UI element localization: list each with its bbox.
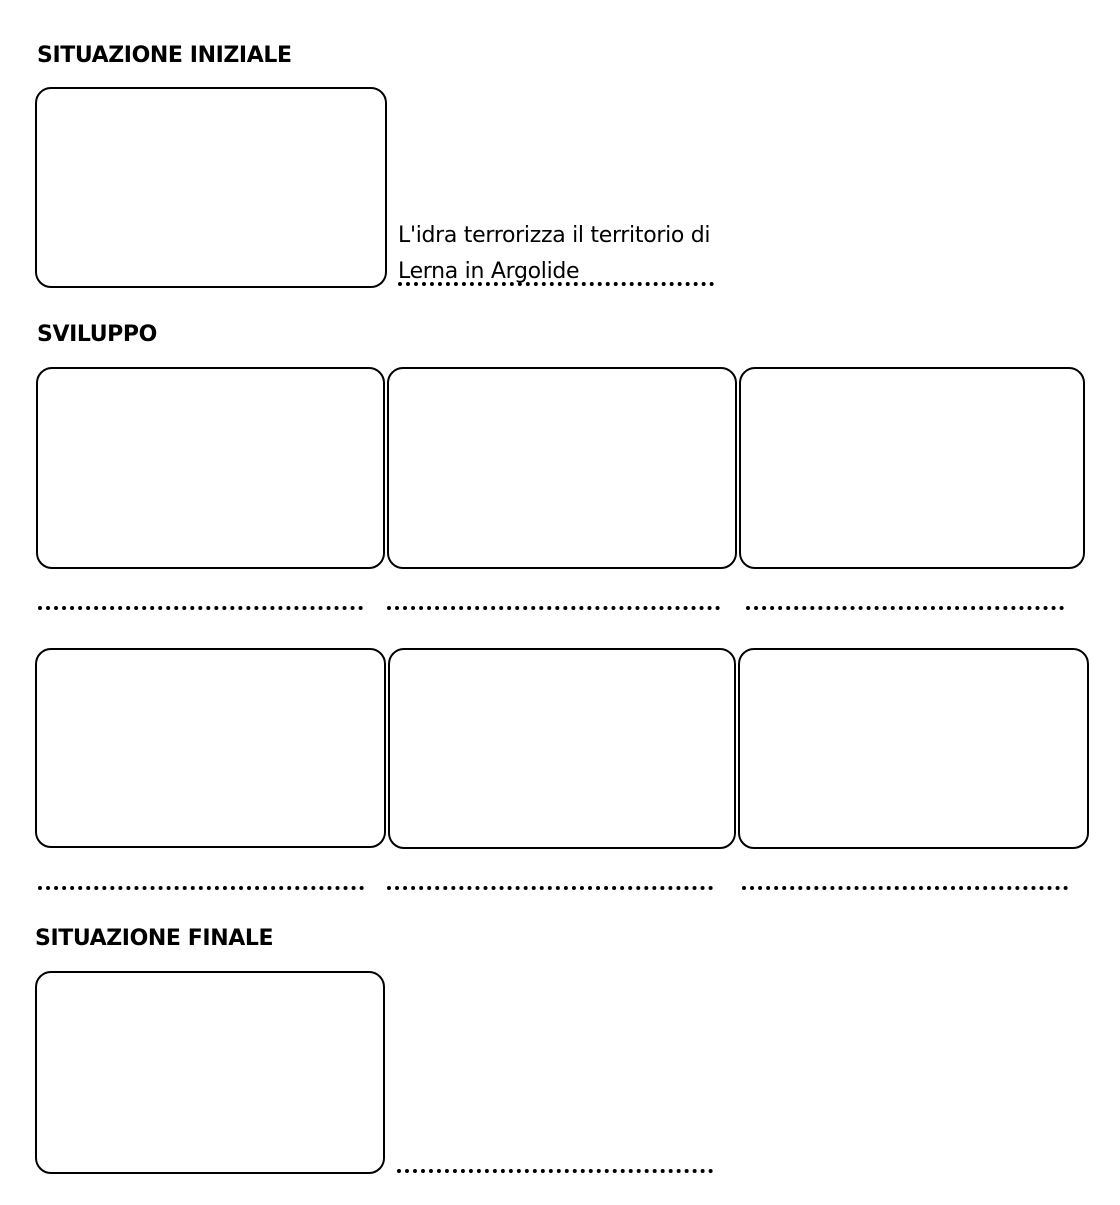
- caption-initial: [398, 218, 710, 290]
- caption-initial-line-2: Lerna in Argolide: [398, 259, 580, 284]
- dotted-line-final: [397, 1169, 713, 1173]
- dotted-line-development-5: [387, 886, 713, 890]
- dotted-line-development-6: [742, 886, 1068, 890]
- panel-development-3[interactable]: [739, 367, 1085, 569]
- panel-development-5[interactable]: [388, 648, 736, 849]
- panel-development-6[interactable]: [738, 648, 1089, 849]
- panel-development-4[interactable]: [35, 648, 386, 848]
- panel-initial[interactable]: [35, 87, 387, 288]
- caption-initial-line-1: L'idra terrorizza il territorio di: [398, 223, 711, 248]
- panel-final[interactable]: [35, 971, 385, 1174]
- dotted-line-development-4: [38, 886, 364, 890]
- dotted-line-development-3: [746, 606, 1064, 610]
- dotted-line-development-2: [387, 606, 720, 610]
- heading-sviluppo: SVILUPPO: [37, 322, 157, 347]
- dotted-line-development-1: [38, 606, 363, 610]
- panel-development-1[interactable]: [36, 367, 385, 569]
- heading-situazione-iniziale: SITUAZIONE INIZIALE: [37, 43, 292, 68]
- heading-situazione-finale: SITUAZIONE FINALE: [35, 926, 274, 951]
- dotted-line-initial: [398, 282, 714, 286]
- panel-development-2[interactable]: [387, 367, 737, 569]
